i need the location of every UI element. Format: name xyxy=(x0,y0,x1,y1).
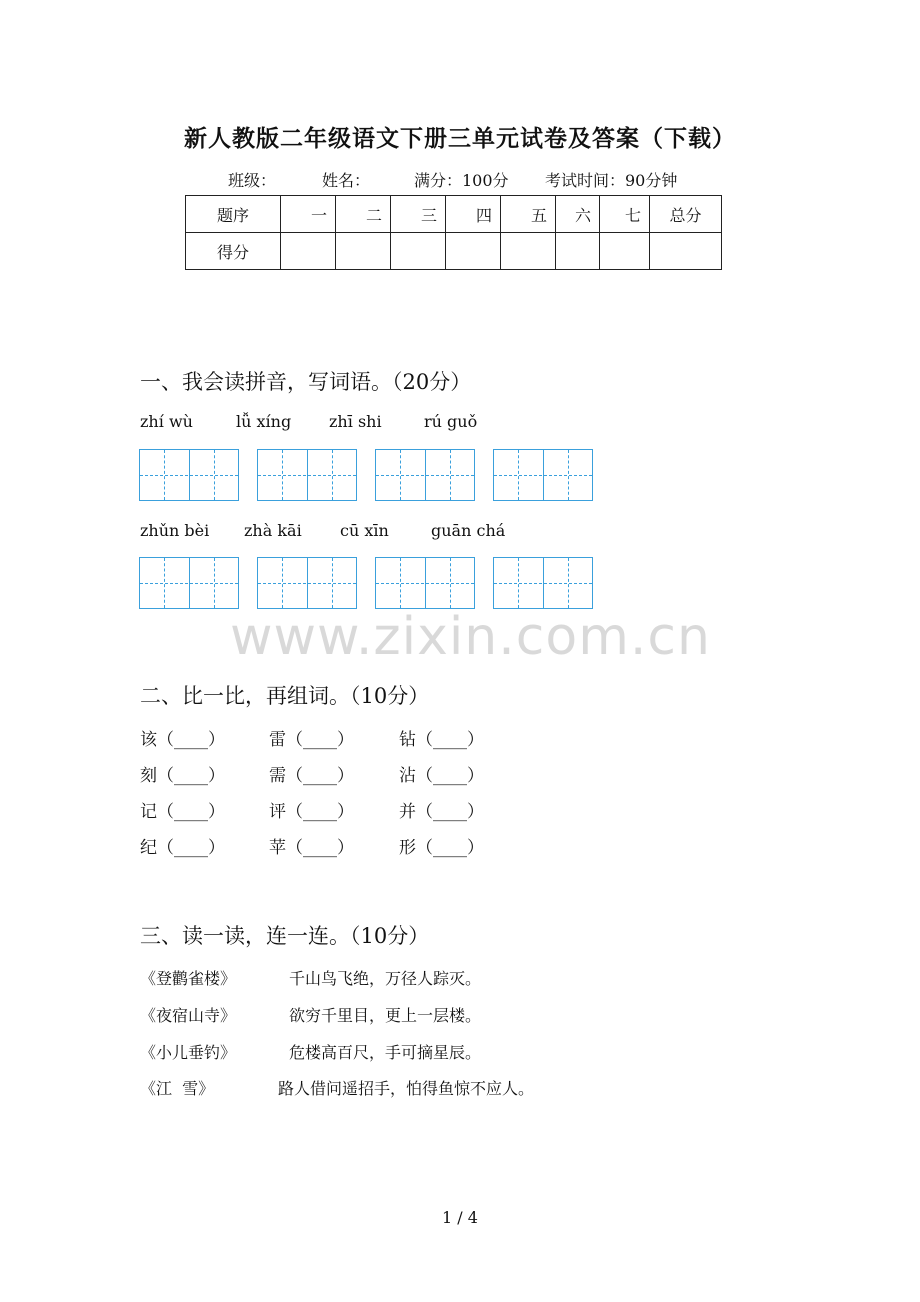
score-table xyxy=(185,195,722,270)
pinyin-8: guān chá xyxy=(431,521,506,540)
pinyin-7: cū xīn xyxy=(340,521,389,540)
section1-heading: 一、我会读拼音，写词语。（20分） xyxy=(140,370,472,394)
word-item: 该（____） xyxy=(140,730,225,750)
pinyin-6: zhà kāi xyxy=(244,521,302,540)
writing-grid[interactable] xyxy=(139,449,239,501)
writing-grid[interactable] xyxy=(493,449,593,501)
score-cell[interactable] xyxy=(501,233,556,270)
poem-line: 危楼高百尺，手可摘星辰。 xyxy=(289,1043,482,1062)
word-item: 纪（____） xyxy=(140,838,225,858)
score-table-score-row xyxy=(186,233,722,270)
writing-grid[interactable] xyxy=(139,557,239,609)
poem-line: 欲穷千里目，更上一层楼。 xyxy=(289,1006,482,1025)
score-cell[interactable] xyxy=(556,233,600,270)
poem-title: 《小儿垂钓》 xyxy=(140,1043,237,1062)
score-table-header-row xyxy=(186,196,722,233)
score-cell[interactable] xyxy=(281,233,336,270)
col-3: 三 xyxy=(391,196,446,233)
writing-grid[interactable] xyxy=(375,557,475,609)
score-cell[interactable] xyxy=(391,233,446,270)
document-title: 新人教版二年级语文下册三单元试卷及答案（下载） xyxy=(184,125,736,152)
word-item: 形（____） xyxy=(399,838,484,858)
word-item: 评（____） xyxy=(269,802,354,822)
full-score: 满分：100分 xyxy=(414,171,509,190)
word-item: 雷（____） xyxy=(269,730,354,750)
pinyin-1: zhí wù xyxy=(140,412,193,431)
exam-time: 考试时间：90分钟 xyxy=(545,171,678,190)
section2-heading: 二、比一比，再组词。（10分） xyxy=(140,684,430,708)
word-item: 并（____） xyxy=(399,802,484,822)
poem-line: 路人借问遥招手，怕得鱼惊不应人。 xyxy=(278,1079,535,1098)
word-item: 记（____） xyxy=(140,802,225,822)
writing-grid[interactable] xyxy=(493,557,593,609)
score-cell[interactable] xyxy=(336,233,391,270)
score-cell[interactable] xyxy=(600,233,650,270)
watermark: www.zixin.com.cn xyxy=(230,607,711,667)
page-number: 1 / 4 xyxy=(442,1208,478,1227)
word-item: 苹（____） xyxy=(269,838,354,858)
col-7: 七 xyxy=(600,196,650,233)
row-label-score: 得分 xyxy=(186,233,281,270)
section3-heading: 三、读一读，连一连。（10分） xyxy=(140,924,430,948)
col-4: 四 xyxy=(446,196,501,233)
name-label: 姓名： xyxy=(322,171,371,190)
score-cell[interactable] xyxy=(446,233,501,270)
pinyin-2: lǚ xíng xyxy=(236,412,292,431)
word-item: 沾（____） xyxy=(399,766,484,786)
class-label: 班级： xyxy=(228,171,277,190)
word-item: 刻（____） xyxy=(140,766,225,786)
col-total: 总分 xyxy=(650,196,722,233)
col-2: 二 xyxy=(336,196,391,233)
pinyin-4: rú guǒ xyxy=(424,412,478,431)
col-5: 五 xyxy=(501,196,556,233)
word-item: 钻（____） xyxy=(399,730,484,750)
score-cell[interactable] xyxy=(650,233,722,270)
poem-line: 千山鸟飞绝，万径人踪灭。 xyxy=(289,969,482,988)
poem-title: 《登鹳雀楼》 xyxy=(140,969,237,988)
writing-grid[interactable] xyxy=(375,449,475,501)
word-item: 需（____） xyxy=(269,766,354,786)
pinyin-5: zhǔn bèi xyxy=(140,521,210,540)
writing-grid[interactable] xyxy=(257,449,357,501)
col-6: 六 xyxy=(556,196,600,233)
row-label-order: 题序 xyxy=(186,196,281,233)
col-1: 一 xyxy=(281,196,336,233)
poem-title: 《夜宿山寺》 xyxy=(140,1006,237,1025)
pinyin-3: zhī shi xyxy=(329,412,382,431)
writing-grid[interactable] xyxy=(257,557,357,609)
poem-title: 《江 雪》 xyxy=(140,1079,215,1098)
